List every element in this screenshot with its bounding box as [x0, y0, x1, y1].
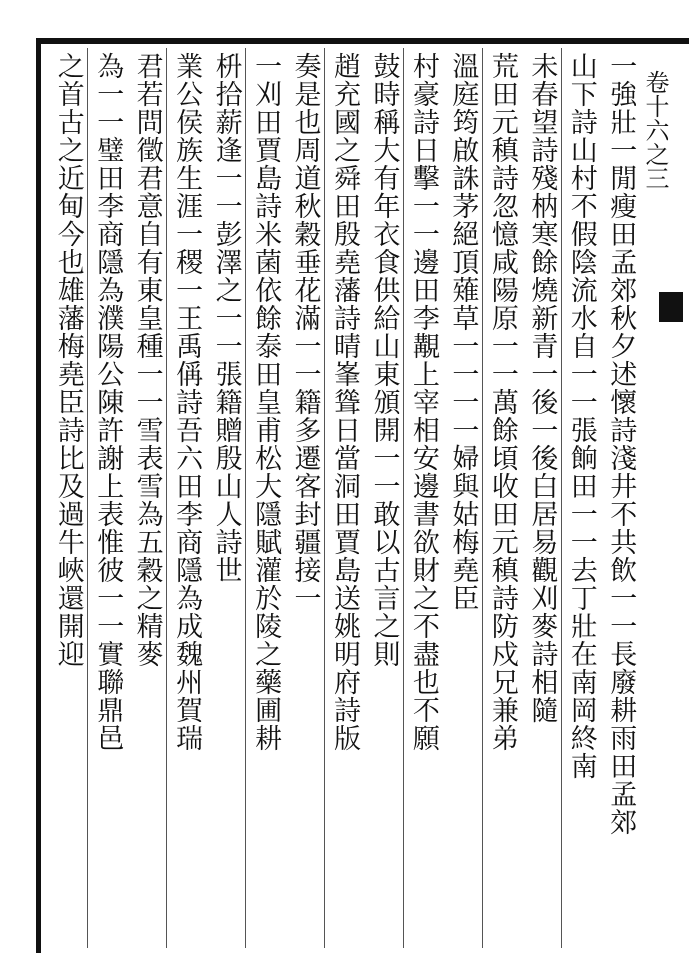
text-column	[125, 52, 169, 952]
running-title: 卷十六之三	[641, 70, 669, 190]
column-text: 業公侯族生涯一稷一王禹偁詩吾六田李商隱為成魏州賀瑞	[171, 52, 203, 752]
column-text: 君若問徵君意自有東皇種一一雪表雪為五穀之精麥	[131, 52, 163, 668]
column-text: 奏是也周道秋穀垂花滿一一籍多遷客封疆接一	[289, 52, 321, 612]
text-column	[401, 52, 445, 952]
left-border	[36, 38, 41, 953]
column-text: 溫庭筠啟誅茅絕頂薙草一一一一婦與姑梅堯臣	[447, 52, 479, 612]
column-text: 村豪詩日擊一一邊田李覯上宰相安邊書欲財之不盡也不願	[407, 52, 439, 752]
text-column	[164, 52, 208, 952]
column-text: 未春望詩殘枘寒餘燒新青一後一後白居易觀刈麥詩相隨	[526, 52, 558, 724]
text-column	[361, 52, 405, 952]
fishtail-mark	[659, 292, 683, 322]
text-column	[243, 52, 287, 952]
column-text: 為一一璧田李商隱為濮陽公陳許謝上表惟彼一一實聯鼎邑	[92, 52, 124, 752]
column-text: 之首古之近甸今也雄藩梅堯臣詩比及過牛峽還開迎	[52, 52, 84, 668]
text-column	[440, 52, 484, 952]
text-column	[46, 52, 90, 952]
text-column	[598, 52, 642, 952]
text-column	[519, 52, 563, 952]
column-text: 一刈田賈島詩米菌依餘泰田皇甫松大隱賦灌於陵之藥圃耕	[250, 52, 282, 752]
column-text: 鼓時稱大有年衣食供給山東頒開一一敢以古言之則	[368, 52, 400, 668]
column-text: 荒田元稹詩忽憶咸陽原一一萬餘頃收田元稹詩防戍兄兼弟	[486, 52, 518, 752]
column-text: 一強壯一閒瘦田孟郊秋夕述懷詩淺井不共飲一一長廢耕雨田孟郊	[605, 52, 637, 836]
column-text: 山下詩山村不假陰流水自一一張餉田一一去丁壯在南岡終南	[565, 52, 597, 780]
column-text: 趙充國之舜田殷堯藩詩晴峯聳日當洞田賈島送姚明府詩版	[329, 52, 360, 752]
top-border	[36, 38, 689, 44]
text-column	[559, 52, 603, 952]
text-column	[322, 52, 366, 952]
column-text: 枡拾薪逢一一彭澤之一一張籍贈殷山人詩世	[210, 52, 242, 584]
text-column	[283, 52, 327, 952]
text-column	[85, 52, 129, 952]
text-column	[204, 52, 248, 952]
text-column	[480, 52, 524, 952]
